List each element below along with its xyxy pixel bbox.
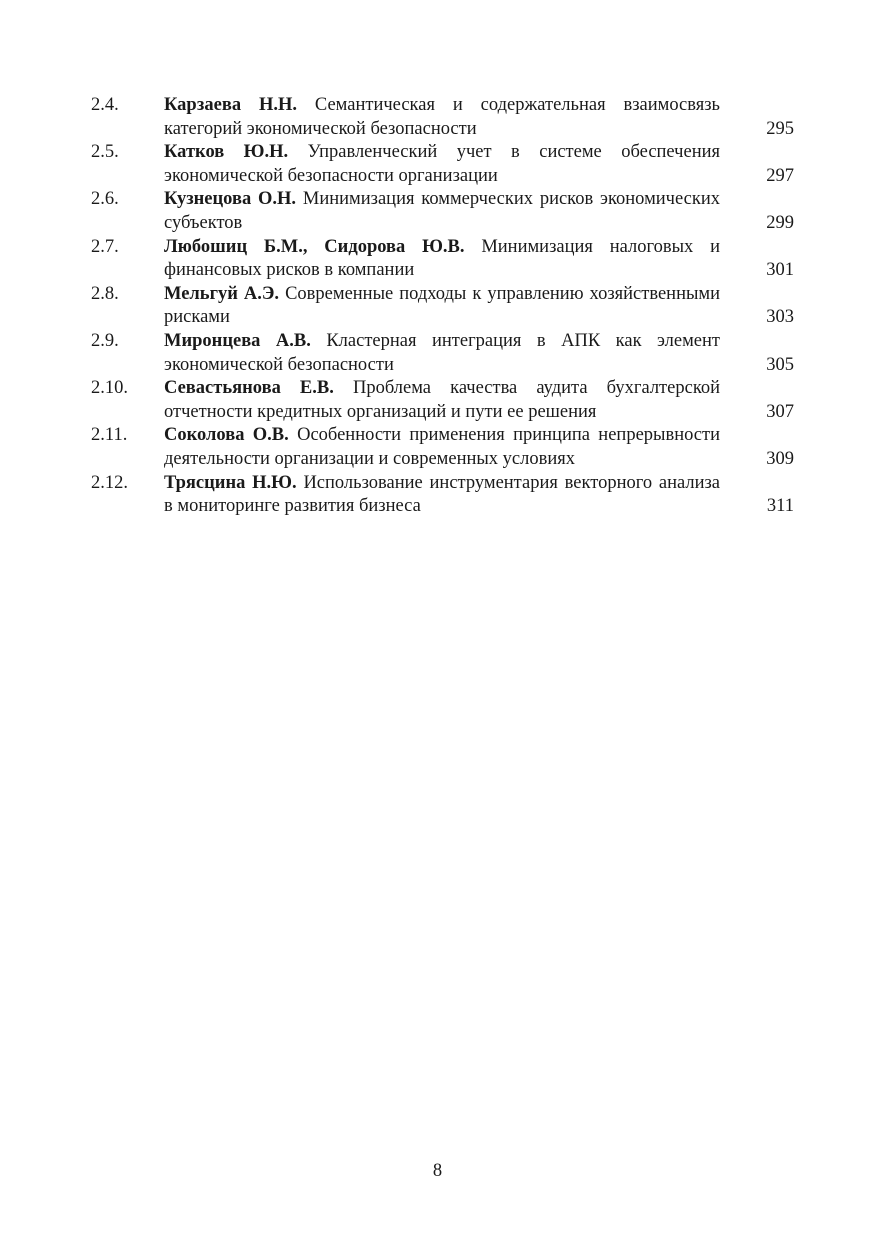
toc-entry-page: 297 <box>766 165 794 186</box>
toc-entry-title: Использование инструментария векторного анализа в мониторинге развития бизнеса <box>164 472 721 517</box>
toc-entry-title: Минимизация коммерческих рисков экономических субъектов <box>164 189 721 233</box>
toc-entry-text <box>164 188 720 235</box>
toc-entry-author: Любошиц Б.М., Сидорова Ю.В. <box>164 236 465 257</box>
toc-entry-2-11[interactable] <box>91 424 801 471</box>
toc-entry-number: 2.7. <box>91 236 119 257</box>
toc-entry-2-10[interactable] <box>91 377 801 424</box>
toc-entry-number: 2.8. <box>91 283 119 304</box>
toc-entry-2-8[interactable] <box>91 283 801 330</box>
toc-entry-number: 2.6. <box>91 189 119 210</box>
toc-entry-text <box>164 472 720 519</box>
toc-entry-2-12[interactable] <box>91 472 801 519</box>
toc-entry-title: Современные подходы к управлению хозяйственными рисками <box>164 283 721 328</box>
toc-entry-number: 2.10. <box>91 378 128 399</box>
toc-entry-text <box>164 141 720 188</box>
toc-entry-author: Миронцева А.В. <box>164 330 311 351</box>
toc-entry-text <box>164 424 720 471</box>
toc-entry-2-6[interactable] <box>91 188 801 235</box>
toc-entry-2-7[interactable] <box>91 236 801 283</box>
toc-entry-2-5[interactable] <box>91 141 801 188</box>
toc-entry-title: Управленческий учет в системе обеспечения экономической безопасности организации <box>164 142 721 186</box>
toc-entry-text <box>164 283 720 330</box>
toc-entry-author: Кузнецова О.Н. <box>164 189 297 210</box>
toc-entry-page: 305 <box>766 354 794 375</box>
page-number: 8 <box>432 1161 443 1181</box>
table-of-contents <box>91 94 801 519</box>
toc-entry-page: 309 <box>766 448 794 469</box>
toc-entry-text <box>164 236 720 283</box>
toc-entry-number: 2.12. <box>91 472 128 493</box>
toc-entry-page: 307 <box>766 401 794 422</box>
toc-entry-number: 2.4. <box>91 95 119 115</box>
toc-entry-page: 303 <box>766 307 794 328</box>
toc-entry-author: Мельгуй А.Э. <box>164 283 280 304</box>
toc-entry-author: Соколова О.В. <box>164 425 289 446</box>
toc-entry-title: Семантическая и содержательная взаимосвязь категорий экономической безопасности <box>164 95 720 139</box>
toc-entry-number: 2.11. <box>91 425 128 446</box>
toc-entry-title: Кластерная интеграция в АПК как элемент экономической безопасности <box>164 330 720 375</box>
toc-entry-title: Особенности применения принципа непрерывности деятельности организации и современных условиях <box>164 425 720 469</box>
toc-entry-title: Проблема качества аудита бухгалтерской отчетности кредитных организаций и пути ее решения <box>164 378 721 422</box>
toc-entry-page: 301 <box>766 260 794 281</box>
toc-entry-author: Трясцина Н.Ю. <box>164 472 297 493</box>
toc-entry-page: 299 <box>766 212 794 233</box>
toc-entry-number: 2.5. <box>91 142 119 163</box>
toc-entry-number: 2.9. <box>91 330 119 351</box>
toc-entry-text <box>164 330 720 377</box>
toc-entry-2-9[interactable] <box>91 330 801 377</box>
toc-entry-author: Катков Ю.Н. <box>164 142 289 163</box>
toc-entry-2-4[interactable] <box>91 94 801 141</box>
toc-entry-author: Карзаева Н.Н. <box>164 95 297 115</box>
toc-entry-author: Севастьянова Е.В. <box>164 378 334 399</box>
toc-entry-text <box>164 377 720 424</box>
toc-entry-title: Минимизация налоговых и финансовых рисков в компании <box>164 236 720 281</box>
toc-entry-text <box>164 94 720 141</box>
toc-entry-page: 311 <box>766 496 794 517</box>
toc-entry-page: 295 <box>766 118 794 139</box>
